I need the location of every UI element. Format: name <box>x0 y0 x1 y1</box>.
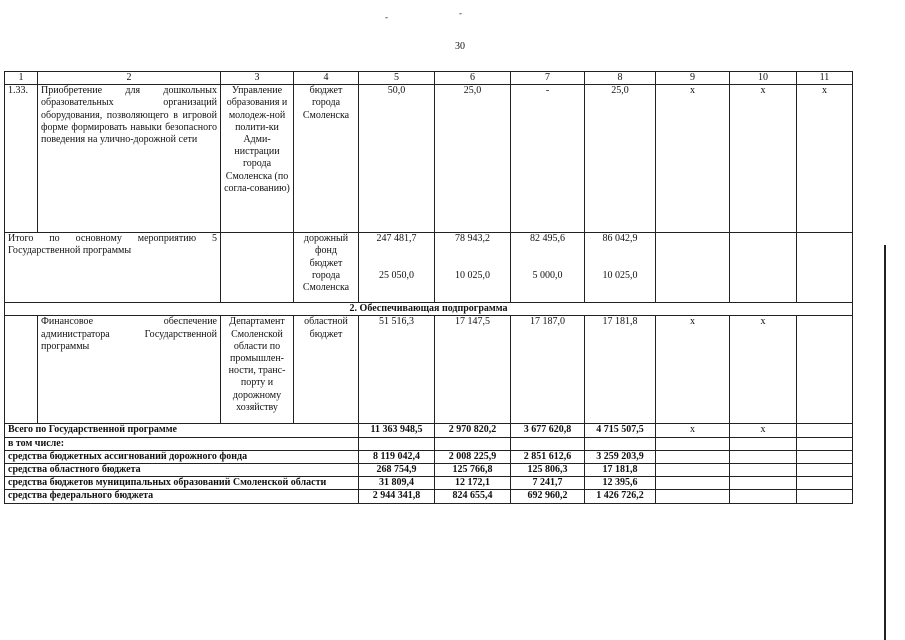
amount-total: 11 363 948,5 <box>359 424 435 437</box>
scan-edge-line <box>884 245 886 640</box>
funding-source <box>294 233 359 303</box>
spacer <box>362 245 431 270</box>
value-road: 82 495,6 <box>530 233 565 245</box>
indicator-mark <box>730 464 797 477</box>
empty-cell <box>797 477 853 490</box>
empty-cell <box>5 316 38 424</box>
indicator-mark: x <box>656 85 730 233</box>
col-header: 4 <box>294 72 359 85</box>
amount-year-1 <box>435 233 511 303</box>
value-road: 86 042,9 <box>602 233 638 245</box>
total-row <box>5 437 853 450</box>
empty-cell <box>797 464 853 477</box>
indicator-mark: x <box>730 316 797 424</box>
indicator-mark: x <box>730 424 797 437</box>
executor: Управление образования и молодеж-ной полити-ки Адми-нистрации города Смоленска (по согла-сованию) <box>221 85 294 233</box>
value-road: 78 943,2 <box>455 233 490 245</box>
amount-year-1: 25,0 <box>435 85 511 233</box>
amount-total: 8 119 042,4 <box>359 450 435 463</box>
total-row <box>5 424 853 437</box>
table-row <box>5 316 853 424</box>
total-row <box>5 464 853 477</box>
executor: Департамент Смоленской области по промышлен-ности, транс-порту и дорожному хозяйству <box>221 316 294 424</box>
amount-year-1: 2 970 820,2 <box>435 424 511 437</box>
value-city: 5 000,0 <box>532 270 563 282</box>
measure-name: Финансовое обеспечение администратора Государственной программы <box>38 316 221 424</box>
amount-total: 268 754,9 <box>359 464 435 477</box>
subtotal-row <box>5 233 853 303</box>
spacer <box>438 245 507 270</box>
indicator-mark: x <box>656 316 730 424</box>
indicator-mark <box>730 490 797 503</box>
indicator-mark <box>656 464 730 477</box>
col-header: 9 <box>656 72 730 85</box>
amount-year-3: 12 395,6 <box>585 477 656 490</box>
amount-total: 51 516,3 <box>359 316 435 424</box>
indicator-mark <box>656 490 730 503</box>
indicator-mark <box>730 450 797 463</box>
col-header: 11 <box>797 72 853 85</box>
amount-year-1: 2 008 225,9 <box>435 450 511 463</box>
amount-year-3 <box>585 437 656 450</box>
budget-table <box>4 71 853 504</box>
scan-mark: - <box>385 12 388 22</box>
section-title: 2. Обеспечивающая подпрограмма <box>5 303 853 316</box>
col-header: 6 <box>435 72 511 85</box>
amount-total: 2 944 341,8 <box>359 490 435 503</box>
empty-cell <box>730 233 797 303</box>
amount-total <box>359 233 435 303</box>
spacer <box>588 245 652 270</box>
total-label: средства федерального бюджета <box>5 490 359 503</box>
empty-cell <box>797 233 853 303</box>
amount-year-2 <box>511 437 585 450</box>
amount-year-3: 4 715 507,5 <box>585 424 656 437</box>
value-city: 10 025,0 <box>602 270 638 282</box>
empty-cell <box>797 490 853 503</box>
indicator-mark: x <box>797 85 853 233</box>
amount-year-3: 1 426 726,2 <box>585 490 656 503</box>
amount-year-2 <box>511 233 585 303</box>
amount-year-2: 3 677 620,8 <box>511 424 585 437</box>
indicator-mark <box>730 477 797 490</box>
row-number: 1.33. <box>5 85 38 233</box>
funding-source: областной бюджет <box>294 316 359 424</box>
amount-year-3 <box>585 233 656 303</box>
total-row <box>5 490 853 503</box>
amount-year-2: 17 187,0 <box>511 316 585 424</box>
total-label: средства областного бюджета <box>5 464 359 477</box>
amount-year-1: 12 172,1 <box>435 477 511 490</box>
value-road: 247 481,7 <box>376 233 417 245</box>
amount-year-2: 7 241,7 <box>511 477 585 490</box>
amount-year-3: 17 181,8 <box>585 464 656 477</box>
col-header: 7 <box>511 72 585 85</box>
value-city: 10 025,0 <box>455 270 490 282</box>
amount-year-2: 692 960,2 <box>511 490 585 503</box>
col-header: 3 <box>221 72 294 85</box>
table-row <box>5 85 853 233</box>
indicator-mark: x <box>656 424 730 437</box>
total-row <box>5 450 853 463</box>
col-header: 8 <box>585 72 656 85</box>
empty-cell <box>797 424 853 437</box>
spacer <box>514 245 581 270</box>
total-row <box>5 477 853 490</box>
col-header: 5 <box>359 72 435 85</box>
amount-year-1 <box>435 437 511 450</box>
amount-year-2: 125 806,3 <box>511 464 585 477</box>
indicator-mark <box>730 437 797 450</box>
amount-year-2: 2 851 612,6 <box>511 450 585 463</box>
empty-cell <box>797 316 853 424</box>
amount-year-3: 17 181,8 <box>585 316 656 424</box>
total-label: в том числе: <box>5 437 359 450</box>
amount-year-2: - <box>511 85 585 233</box>
value-city: 25 050,0 <box>379 270 414 282</box>
amount-total <box>359 437 435 450</box>
indicator-mark <box>656 477 730 490</box>
column-number-row <box>5 72 853 85</box>
total-label: средства бюджетов муниципальных образований Смоленской области <box>5 477 359 490</box>
section-row <box>5 303 853 316</box>
amount-total: 50,0 <box>359 85 435 233</box>
totals-section <box>5 424 853 503</box>
indicator-mark: x <box>730 85 797 233</box>
amount-total: 31 809,4 <box>359 477 435 490</box>
empty-cell <box>797 450 853 463</box>
col-header: 2 <box>38 72 221 85</box>
empty-cell <box>221 233 294 303</box>
amount-year-3: 25,0 <box>585 85 656 233</box>
amount-year-1: 125 766,8 <box>435 464 511 477</box>
page-number: 30 <box>455 41 465 52</box>
indicator-mark <box>656 450 730 463</box>
total-label: средства бюджетных ассигнований дорожного фонда <box>5 450 359 463</box>
amount-year-1: 824 655,4 <box>435 490 511 503</box>
col-header: 1 <box>5 72 38 85</box>
subtotal-label: Итого по основному мероприятию 5 Государственной программы <box>5 233 221 303</box>
total-label: Всего по Государственной программе <box>5 424 359 437</box>
amount-year-1: 17 147,5 <box>435 316 511 424</box>
amount-year-3: 3 259 203,9 <box>585 450 656 463</box>
indicator-mark <box>656 437 730 450</box>
funding-source-city: бюджет города Смоленска <box>302 257 350 294</box>
funding-source: бюджет города Смоленска <box>294 85 359 233</box>
measure-name: Приобретение для дошкольных образовательных организаций оборудования, позволяющего в игровой форме формировать навыки безопасного поведения на улично-дорожной сети <box>38 85 221 233</box>
empty-cell <box>656 233 730 303</box>
funding-source-road: дорожный фонд <box>303 233 349 257</box>
scan-mark: - <box>459 8 462 18</box>
empty-cell <box>797 437 853 450</box>
col-header: 10 <box>730 72 797 85</box>
